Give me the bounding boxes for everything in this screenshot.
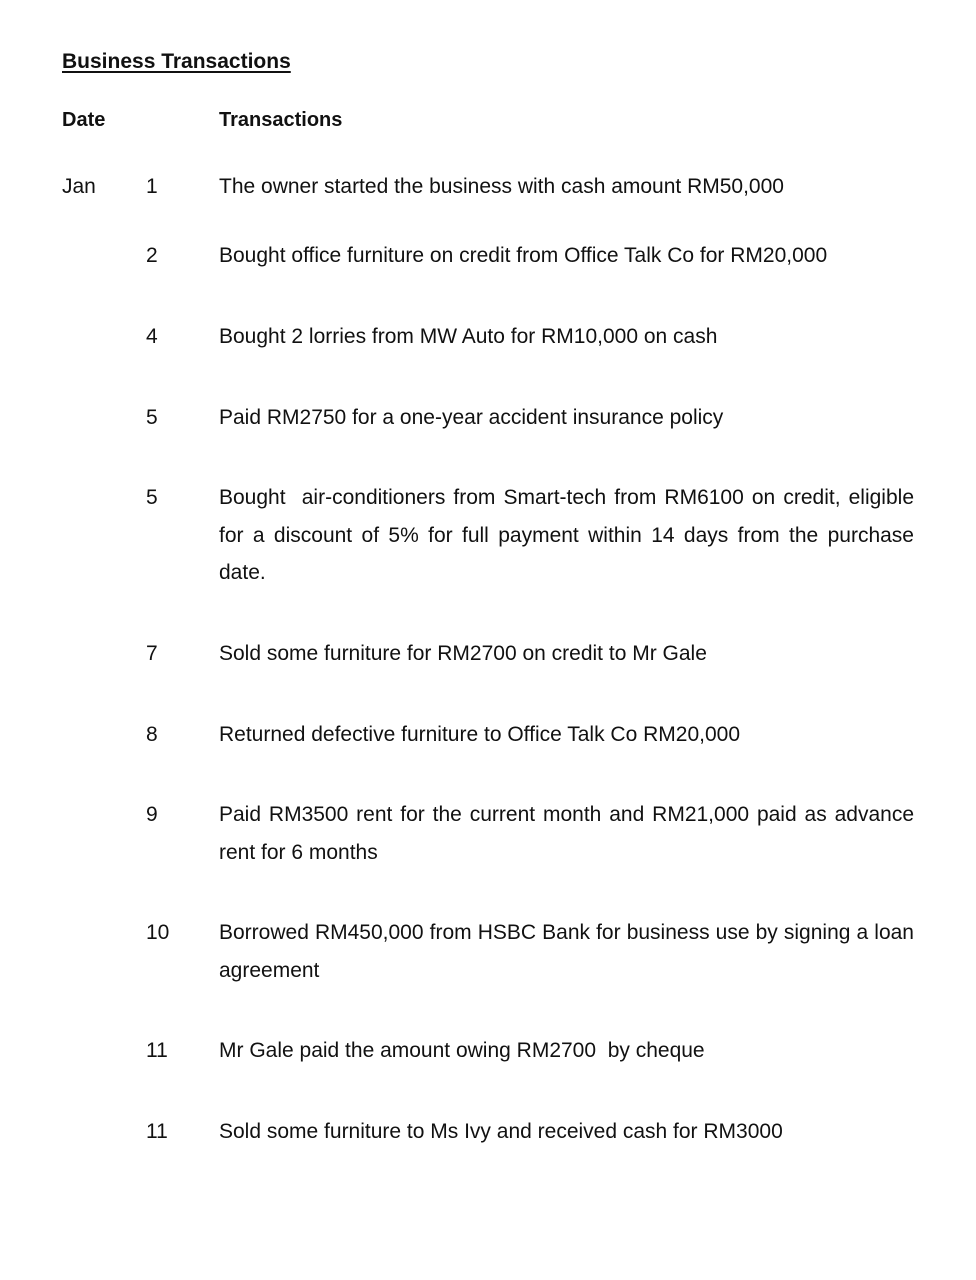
transaction-day: 11 <box>146 1120 168 1143</box>
transaction-day: 5 <box>146 406 158 429</box>
transaction-description: Bought air-conditioners from Smart-tech from RM6100 on credit, eligible for a discount of 5% for full payment within 14 days from the purchase date. <box>219 486 920 584</box>
transaction-month: Jan <box>62 175 96 198</box>
transaction-day: 7 <box>146 642 158 665</box>
transaction-description: Paid RM3500 rent for the current month and RM21,000 paid as advance rent for 6 months <box>219 803 914 864</box>
transaction-description: Sold some furniture to Ms Ivy and received cash for RM3000 <box>219 1120 783 1143</box>
transaction-description: Borrowed RM450,000 from HSBC Bank for business use by signing a loan agreement <box>219 921 914 982</box>
transaction-description: Bought 2 lorries from MW Auto for RM10,000 on cash <box>219 325 718 348</box>
transaction-day: 8 <box>146 723 158 746</box>
transaction-day: 5 <box>146 486 158 509</box>
transaction-description: Bought office furniture on credit from Office Talk Co for RM20,000 <box>219 244 828 267</box>
transactions-column-header: Transactions <box>219 109 343 131</box>
transaction-day: 10 <box>146 921 170 944</box>
transaction-description: Sold some furniture for RM2700 on credit to Mr Gale <box>219 642 707 665</box>
transaction-day: 1 <box>146 175 158 198</box>
transaction-day: 9 <box>146 803 158 826</box>
transaction-day: 4 <box>146 325 158 348</box>
page-title: Business Transactions <box>62 50 291 73</box>
transaction-description: Paid RM2750 for a one-year accident insurance policy <box>219 406 724 429</box>
transaction-day: 11 <box>146 1039 168 1062</box>
date-column-header: Date <box>62 109 106 131</box>
transaction-day: 2 <box>146 244 158 267</box>
transaction-description: Returned defective furniture to Office Talk Co RM20,000 <box>219 723 741 746</box>
transaction-description: Mr Gale paid the amount owing RM2700 by cheque <box>219 1039 705 1062</box>
transaction-description: The owner started the business with cash amount RM50,000 <box>219 175 784 198</box>
